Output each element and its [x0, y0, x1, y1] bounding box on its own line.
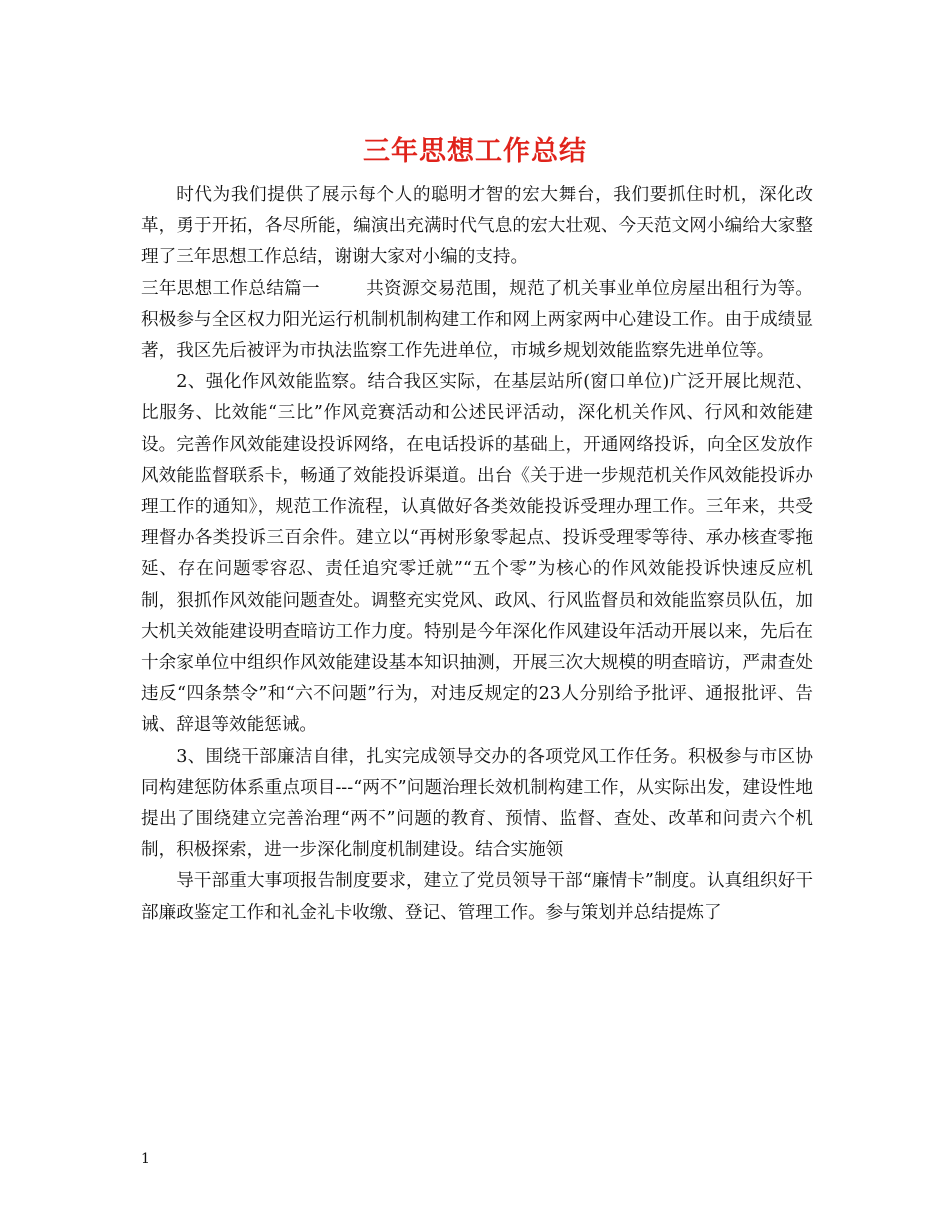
section-label: 三年思想工作总结篇一 [141, 278, 320, 299]
paragraph-4: 导干部重大事项报告制度要求，建立了党员领导干部“廉情卡”制度。认真组织好干部廉政鉴定工作和礼金礼卡收缴、登记、管理工作。参与策划并总结提炼了 [141, 871, 813, 923]
section-text: 共资源交易范围，规范了机关事业单位房屋出租行为等。积极参与全区权力阳光运行机制机制构建工作和网上两家两中心建设工作。由于成绩显著，我区先后被评为市执法监察工作先进单位，市城乡规划效能监察先进单位等。 [141, 278, 813, 362]
section-paragraph [141, 274, 813, 368]
paragraph-2: 2、强化作风效能监察。结合我区实际，在基层站所(窗口单位)广泛开展比规范、比服务、比效能“三比”作风竞赛活动和公述民评活动，深化机关作风、行风和效能建设。完善作风效能建设投诉网络，在电话投诉的基础上，开通网络投诉，向全区发放作风效能监督联系卡，畅通了效能投诉渠道。出台《关于进一步规范机关作风效能投诉办理工作的通知》，规范工作流程，认真做好各类效能投诉受理办理工作。三年来，共受理督办各类投诉三百余件。建立以“再树形象零起点、投诉受理零等待、承办核查零拖延、存在问题零容忍、责任追究零迁就”“五个零”为核心的作风效能投诉快速反应机制，狠抓作风效能问题查处。调整充实党风、政风、行风监督员和效能监察员队伍，加大机关效能建设明查暗访工作力度。特别是今年深化作风建设年活动开展以来，先后在十余家单位中组织作风效能建设基本知识抽测，开展三次大规模的明查暗访，严肃查处违反“四条禁令”和“六不问题”行为，对违反规定的23人分别给予批评、通报批评、告诫、辞退等效能惩诫。 [141, 372, 813, 736]
document-body [141, 180, 813, 929]
page-number: 1 [141, 1151, 150, 1167]
document-title: 三年思想工作总结 [363, 136, 587, 167]
intro-paragraph: 时代为我们提供了展示每个人的聪明才智的宏大舞台，我们要抓住时机，深化改革，勇于开拓，各尽所能，编演出充满时代气息的宏大壮观、今天范文网小编给大家整理了三年思想工作总结，谢谢大家对小编的支持。 [141, 185, 813, 268]
paragraph-3: 3、围绕干部廉洁自律，扎实完成领导交办的各项党风工作任务。积极参与市区协同构建惩防体系重点项目---“两不”问题治理长效机制构建工作，从实际出发，建设性地提出了围绕建立完善治理“两不”问题的教育、预情、监督、查处、改革和问责六个机制，积极探索，进一步深化制度机制建设。结合实施领 [141, 746, 813, 861]
